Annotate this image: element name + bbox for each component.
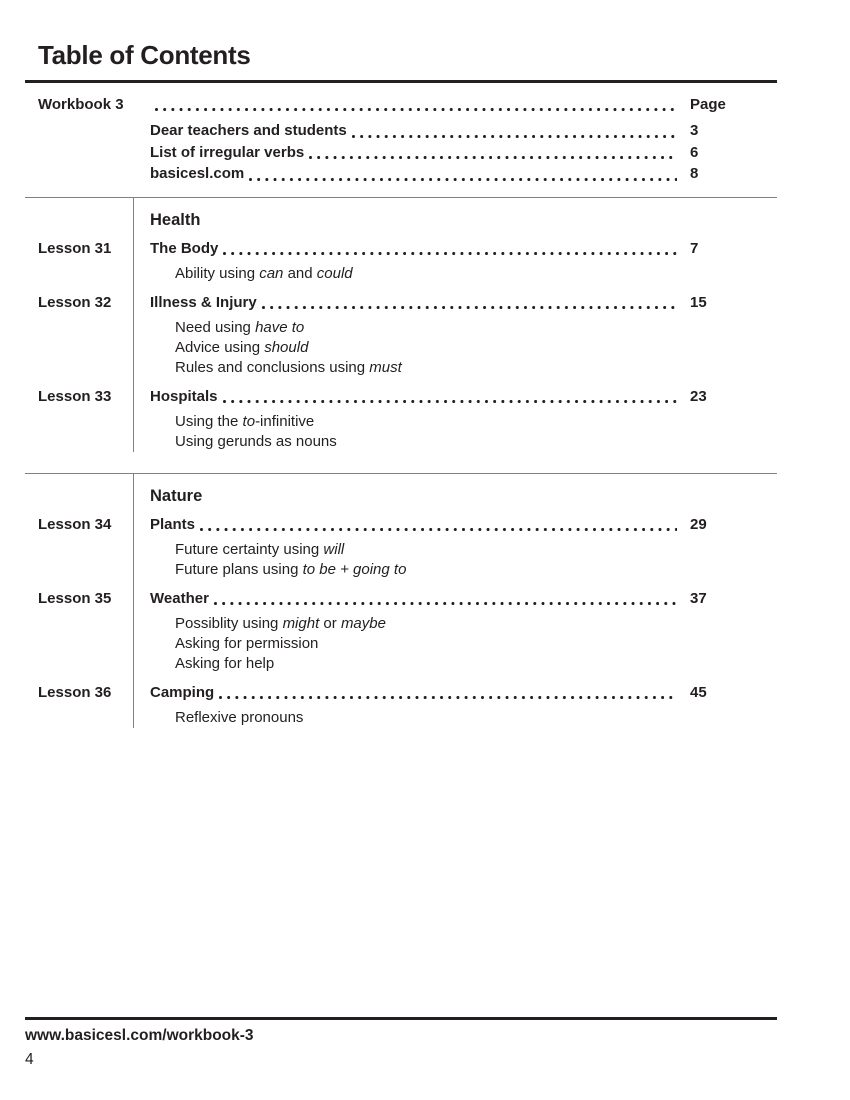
lesson-label: Lesson 34 <box>38 515 112 533</box>
front-matter-entries <box>38 120 777 185</box>
toc-section <box>25 473 777 749</box>
lesson-topic <box>175 412 777 432</box>
lesson-page-number: 7 <box>690 239 699 257</box>
topic-text-segment: or <box>319 614 341 632</box>
lesson-page-number: 29 <box>690 515 707 533</box>
dot-leader <box>249 178 677 181</box>
lesson-page-number: 15 <box>690 293 707 311</box>
topic-text-segment: and <box>283 264 317 282</box>
lesson-row <box>38 683 777 703</box>
entry-page-number: 3 <box>690 122 699 139</box>
front-matter-entry <box>38 120 777 142</box>
front-matter-header-row <box>38 94 777 115</box>
lesson-topic <box>175 432 777 452</box>
dot-leader <box>262 306 677 309</box>
topic-text-segment: Ability using <box>175 264 260 282</box>
lesson-topic <box>175 338 777 358</box>
lesson-title: Plants <box>150 515 196 533</box>
lesson-row <box>38 515 777 535</box>
lesson-main <box>150 683 777 703</box>
dot-leader <box>309 156 677 159</box>
lesson-topics <box>38 318 777 378</box>
lesson-page-number: 45 <box>690 683 707 701</box>
dot-leader <box>155 108 677 111</box>
dot-leader <box>223 400 677 403</box>
topic-text-segment: Using gerunds as nouns <box>175 432 337 450</box>
lesson-page-number: 23 <box>690 387 707 405</box>
footer-page-number: 4 <box>25 1051 34 1068</box>
lesson-title: Hospitals <box>150 387 218 405</box>
lesson-topic <box>175 634 777 654</box>
lesson-topic <box>175 560 777 580</box>
lesson-row <box>38 293 777 313</box>
toc-sections <box>25 197 777 749</box>
topic-text-segment: could <box>316 264 353 282</box>
footer-rule <box>25 1017 777 1020</box>
lesson-title: Illness & Injury <box>150 293 257 311</box>
lesson-row <box>38 387 777 407</box>
topic-text-segment: Future plans using <box>175 560 303 578</box>
topic-text-segment: Future certainty using <box>175 540 324 558</box>
footer-url: www.basicesl.com/workbook-3 <box>25 1027 254 1044</box>
topic-text-segment: Possiblity using <box>175 614 283 632</box>
topic-text-segment: maybe <box>340 614 386 632</box>
lesson-title: Camping <box>150 683 215 701</box>
topic-text-segment: Rules and conclusions using <box>175 358 370 376</box>
lesson-topics <box>38 708 777 728</box>
entry-page-number: 8 <box>690 165 699 182</box>
topic-text-segment: to <box>242 412 256 430</box>
dot-leader <box>219 696 677 699</box>
lesson-topics <box>38 540 777 580</box>
entry-title: List of irregular verbs <box>150 143 305 161</box>
topic-text-segment: Need using <box>175 318 256 336</box>
page-footer <box>25 1017 777 1069</box>
lesson-topic <box>175 318 777 338</box>
lesson-topic <box>175 708 777 728</box>
front-matter-entry <box>38 142 777 164</box>
topic-text-segment: can <box>259 264 284 282</box>
dot-leader <box>352 135 677 138</box>
topic-text-segment: must <box>369 358 402 376</box>
front-matter-header-main <box>150 94 777 115</box>
lesson-page-number: 37 <box>690 589 707 607</box>
front-matter <box>25 83 777 197</box>
topic-text-segment: -infinitive <box>255 412 315 430</box>
page-column-header: Page <box>690 96 726 113</box>
section-heading: Nature <box>150 486 203 505</box>
lesson-label: Lesson 36 <box>38 683 112 701</box>
lesson-row <box>38 239 777 259</box>
lesson-main <box>150 293 777 313</box>
lesson-main <box>150 239 777 259</box>
lesson-title: The Body <box>150 239 219 257</box>
lesson-title: Weather <box>150 589 209 607</box>
topic-text-segment: Asking for help <box>175 654 275 672</box>
topic-text-segment: have to <box>255 318 305 336</box>
lesson-topic <box>175 540 777 560</box>
lesson-row <box>38 589 777 609</box>
lesson-topics <box>38 614 777 674</box>
topic-text-segment: Reflexive pronouns <box>175 708 304 726</box>
topic-text-segment: might <box>282 614 320 632</box>
lesson-main <box>150 589 777 609</box>
entry-title: Dear teachers and students <box>150 122 347 139</box>
lesson-label: Lesson 33 <box>38 387 112 405</box>
entry-title: basicesl.com <box>150 165 245 182</box>
dot-leader <box>223 252 677 255</box>
topic-text-segment: Advice using <box>175 338 265 356</box>
lesson-topic <box>175 358 777 378</box>
lesson-label: Lesson 35 <box>38 589 112 607</box>
topic-text-segment: to be + going to <box>302 560 407 578</box>
lesson-main <box>150 515 777 535</box>
lesson-topic <box>175 264 777 284</box>
lesson-topics <box>38 412 777 452</box>
lesson-topic <box>175 654 777 674</box>
lesson-label: Lesson 31 <box>38 239 112 257</box>
topic-text-segment: Asking for permission <box>175 634 319 652</box>
dot-leader <box>214 602 677 605</box>
lesson-label: Lesson 32 <box>38 293 112 311</box>
lesson-topic <box>175 614 777 634</box>
workbook-label: Workbook 3 <box>38 96 124 113</box>
dot-leader <box>200 528 677 531</box>
topic-text-segment: Using the <box>175 412 243 430</box>
lesson-main <box>150 387 777 407</box>
entry-page-number: 6 <box>690 143 699 161</box>
topic-text-segment: should <box>264 338 309 356</box>
front-matter-entry <box>38 163 777 185</box>
lesson-topics <box>38 264 777 284</box>
topic-text-segment: will <box>323 540 345 558</box>
section-heading: Health <box>150 210 201 229</box>
page-title: Table of Contents <box>38 40 251 70</box>
toc-section <box>25 197 777 473</box>
